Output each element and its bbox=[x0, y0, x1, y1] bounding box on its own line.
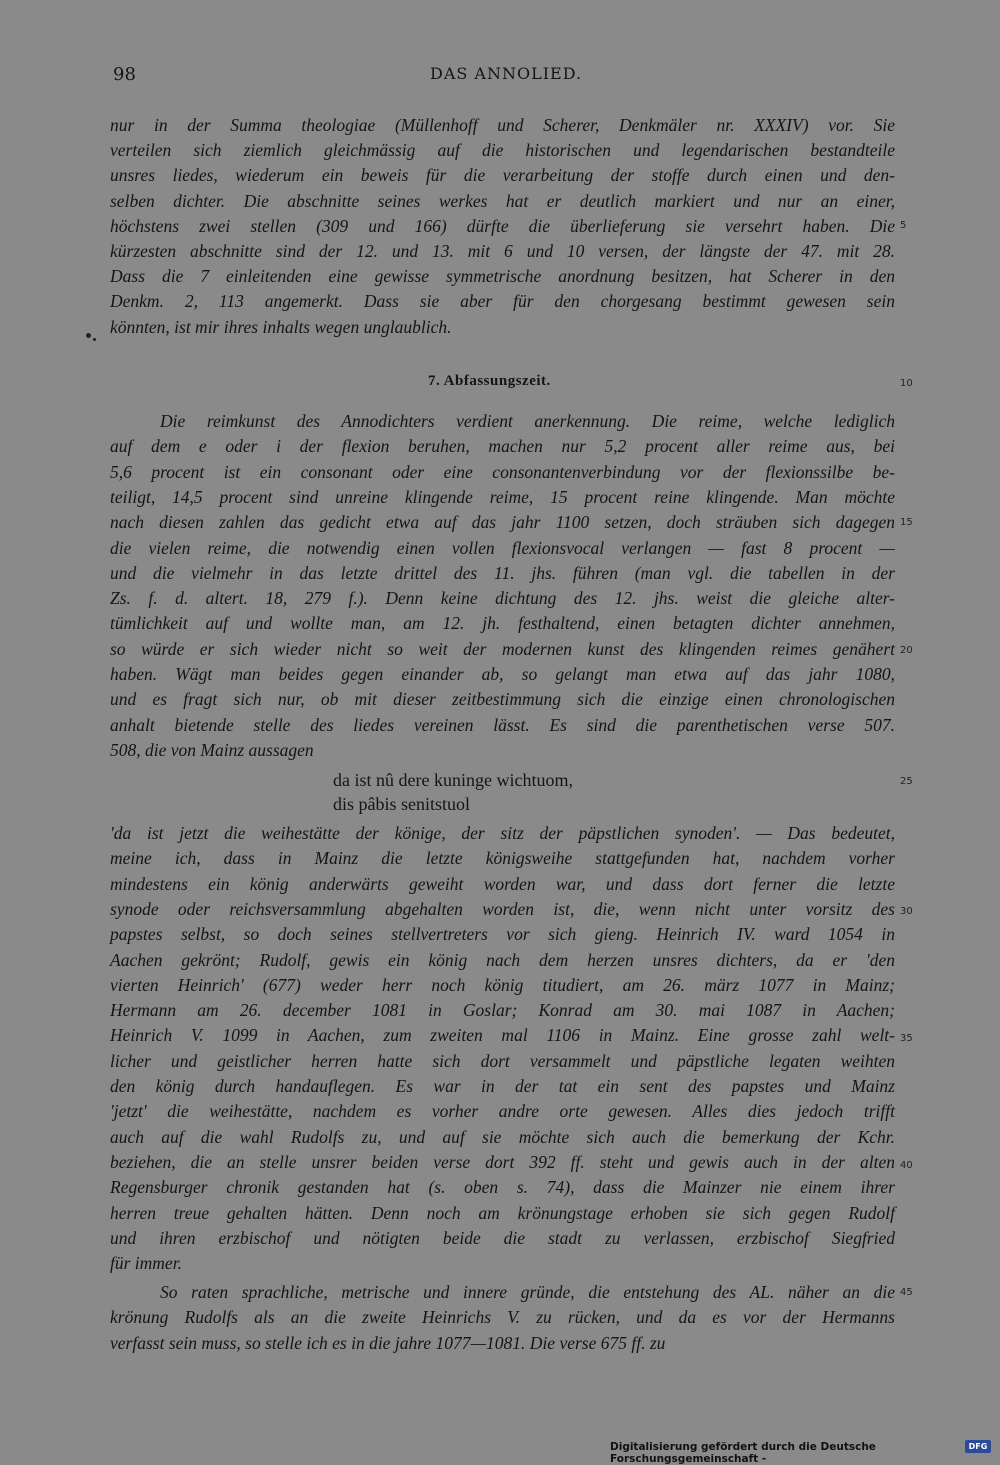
text-line: synode oder reichsversammlung abgehalten worden ist, die, wenn nicht unter vorsitz des bbox=[110, 898, 895, 919]
text-line: anhalt bietende stelle des liedes vereinen lässt. Es sind die parenthetischen verse 507. bbox=[110, 714, 895, 735]
digitization-credit: Digitalisierung gefördert durch die Deutsche Forschungsgemeinschaft - bbox=[610, 1441, 876, 1465]
text-line: vierten Heinrich' (677) weder herr noch könig titudiert, am 26. märz 1077 in Mainz; bbox=[110, 974, 895, 995]
text-line: haben. Wägt man beides gegen einander ab, so gelangt man etwa auf das jahr 1080, bbox=[110, 664, 895, 684]
margin-line-number: 10 bbox=[900, 378, 913, 389]
margin-line-number: 25 bbox=[900, 776, 913, 787]
page-number: 98 bbox=[113, 64, 136, 85]
text-line: unsres liedes, wiederum ein beweis für die verarbeitung der stoffe durch einen und den- bbox=[110, 165, 895, 186]
text-line: mindestens ein könig anderwärts geweiht worden war, und dass dort ferner die letzte bbox=[110, 873, 895, 894]
text-line: Denkm. 2, 113 angemerkt. Dass sie aber für den chorgesang bestimmt gewesen sein bbox=[110, 291, 895, 312]
margin-line-number: 15 bbox=[900, 517, 913, 528]
margin-line-number: 20 bbox=[900, 645, 913, 656]
text-line: Regensburger chronik gestanden hat (s. oben s. 74), dass die Mainzer nie einem ihrer bbox=[110, 1177, 895, 1198]
text-line: für immer. bbox=[110, 1253, 182, 1274]
text-line: So raten sprachliche, metrische und innere gründe, die entstehung des AL. näher an die bbox=[160, 1282, 895, 1302]
scan-speck bbox=[93, 338, 96, 341]
text-line: Die reimkunst des Annodichters verdient anerkennung. Die reime, welche lediglich bbox=[160, 411, 895, 431]
margin-line-number: 45 bbox=[900, 1287, 913, 1298]
text-line: verteilen sich ziemlich gleichmässig auf die historischen und legendarischen bestandteile bbox=[110, 140, 895, 161]
text-line: tümlichkeit auf und wollte man, am 12. jh. festhaltend, einen betagten dichter annehmen, bbox=[110, 613, 895, 634]
text-line: nur in der Summa theologiae (Müllenhoff und Scherer, Denkmäler nr. XXXIV) vor. Sie bbox=[110, 115, 895, 135]
text-line: herren treue gehalten hätten. Denn noch am krönungstage erhoben sie sich gegen Rudolf bbox=[110, 1202, 895, 1223]
text-line: dis pâbis senitstuol bbox=[333, 794, 471, 814]
text-line: höchstens zwei stellen (309 und 166) dürfte die überlieferung sie versehrt haben. Die bbox=[110, 215, 895, 236]
text-line: kürzesten abschnitte sind der 12. und 13. mit 6 und 10 versen, der längste der 47. mit 28. bbox=[110, 241, 895, 261]
text-line: verfasst sein muss, so stelle ich es in die jahre 1077—1081. Die verse 675 ff. zu bbox=[110, 1332, 666, 1353]
text-line: krönung Rudolfs als an die zweite Heinrichs V. zu rücken, und da es vor der Hermanns bbox=[110, 1307, 895, 1328]
text-line: auch auf die wahl Rudolfs zu, und auf sie möchte sich auch die bemerkung der Kchr. bbox=[110, 1126, 895, 1147]
text-line: selben dichter. Die abschnitte seines werkes hat er deutlich markiert und nur an einer, bbox=[110, 190, 895, 211]
text-line: und ihren erzbischof und nötigten beide die stadt zu verlassen, erzbischof Siegfried bbox=[110, 1227, 895, 1248]
section-heading: 7. Abfassungszeit. bbox=[428, 373, 551, 389]
text-line: die vielen reime, die notwendig einen vollen flexionsvocal verlangen — fast 8 procent — bbox=[110, 537, 895, 558]
text-line: so würde er sich wieder nicht so weit der modernen kunst des klingenden reimes genähert bbox=[110, 638, 895, 659]
running-title: DAS ANNOLIED. bbox=[430, 64, 583, 83]
margin-line-number: 35 bbox=[900, 1033, 913, 1044]
text-line: den könig durch handauflegen. Es war in der tat ein sent des papstes und Mainz bbox=[110, 1076, 895, 1096]
text-line: 'da ist jetzt die weihestätte der könige, der sitz der päpstlichen synoden'. — Das bedeutet, bbox=[110, 823, 895, 843]
text-line: Zs. f. d. altert. 18, 279 f.). Denn keine dichtung des 12. jhs. weist die gleiche alter- bbox=[110, 588, 895, 609]
text-line: licher und geistlicher herren hatte sich dort versammelt und päpstliche legaten weihten bbox=[110, 1050, 895, 1071]
text-line: könnten, ist mir ihres inhalts wegen unglaublich. bbox=[110, 316, 452, 337]
margin-line-number: 5 bbox=[900, 220, 907, 231]
text-line: 'jetzt' die weihestätte, nachdem es vorher andre orte gewesen. Alles dies jedoch trifft bbox=[110, 1101, 895, 1122]
scan-speck bbox=[86, 333, 91, 338]
text-line: auf dem e oder i der flexion beruhen, machen nur 5,2 procent aller reime aus, bei bbox=[110, 436, 895, 457]
text-line: und die vielmehr in das letzte drittel des 11. jhs. führen (man vgl. die tabellen in der bbox=[110, 562, 895, 583]
text-line: 508, die von Mainz aussagen bbox=[110, 739, 314, 760]
margin-line-number: 30 bbox=[900, 906, 913, 917]
dfg-logo-icon: DFG bbox=[965, 1440, 991, 1453]
text-line: beziehen, die an stelle unsrer beiden verse dort 392 ff. steht und gewis auch in der alten bbox=[110, 1151, 895, 1172]
text-line: 5,6 procent ist ein consonant oder eine consonantenverbindung vor der flexionssilbe be- bbox=[110, 461, 895, 482]
text-line: Hermann am 26. december 1081 in Goslar; Konrad am 30. mai 1087 in Aachen; bbox=[110, 1000, 895, 1021]
text-line: da ist nû dere kuninge wichtuom, bbox=[333, 770, 573, 790]
text-line: Heinrich V. 1099 in Aachen, zum zweiten mal 1106 in Mainz. Eine grosse zahl welt- bbox=[110, 1025, 895, 1046]
text-line: und es fragt sich nur, ob mit dieser zeitbestimmung sich die einzige einen chronologischen bbox=[110, 689, 895, 710]
text-line: papstes selbst, so doch seines stellvertreters vor sich gieng. Heinrich IV. ward 1054 in bbox=[110, 924, 895, 945]
text-line: teiligt, 14,5 procent sind unreine klingende reime, 15 procent reine klingende. Man möchte bbox=[110, 486, 895, 507]
text-line: Aachen gekrönt; Rudolf, gewis ein könig nach dem herzen unsres dichters, da er 'den bbox=[110, 949, 895, 970]
text-line: Dass die 7 einleitenden eine gewisse symmetrische anordnung besitzen, hat Scherer in den bbox=[110, 266, 895, 287]
text-line: meine ich, dass in Mainz die letzte königsweihe stattgefunden hat, nachdem vorher bbox=[110, 848, 895, 869]
text-line: nach diesen zahlen das gedicht etwa auf das jahr 1100 setzen, doch sträuben sich dagegen bbox=[110, 512, 895, 533]
margin-line-number: 40 bbox=[900, 1160, 913, 1171]
